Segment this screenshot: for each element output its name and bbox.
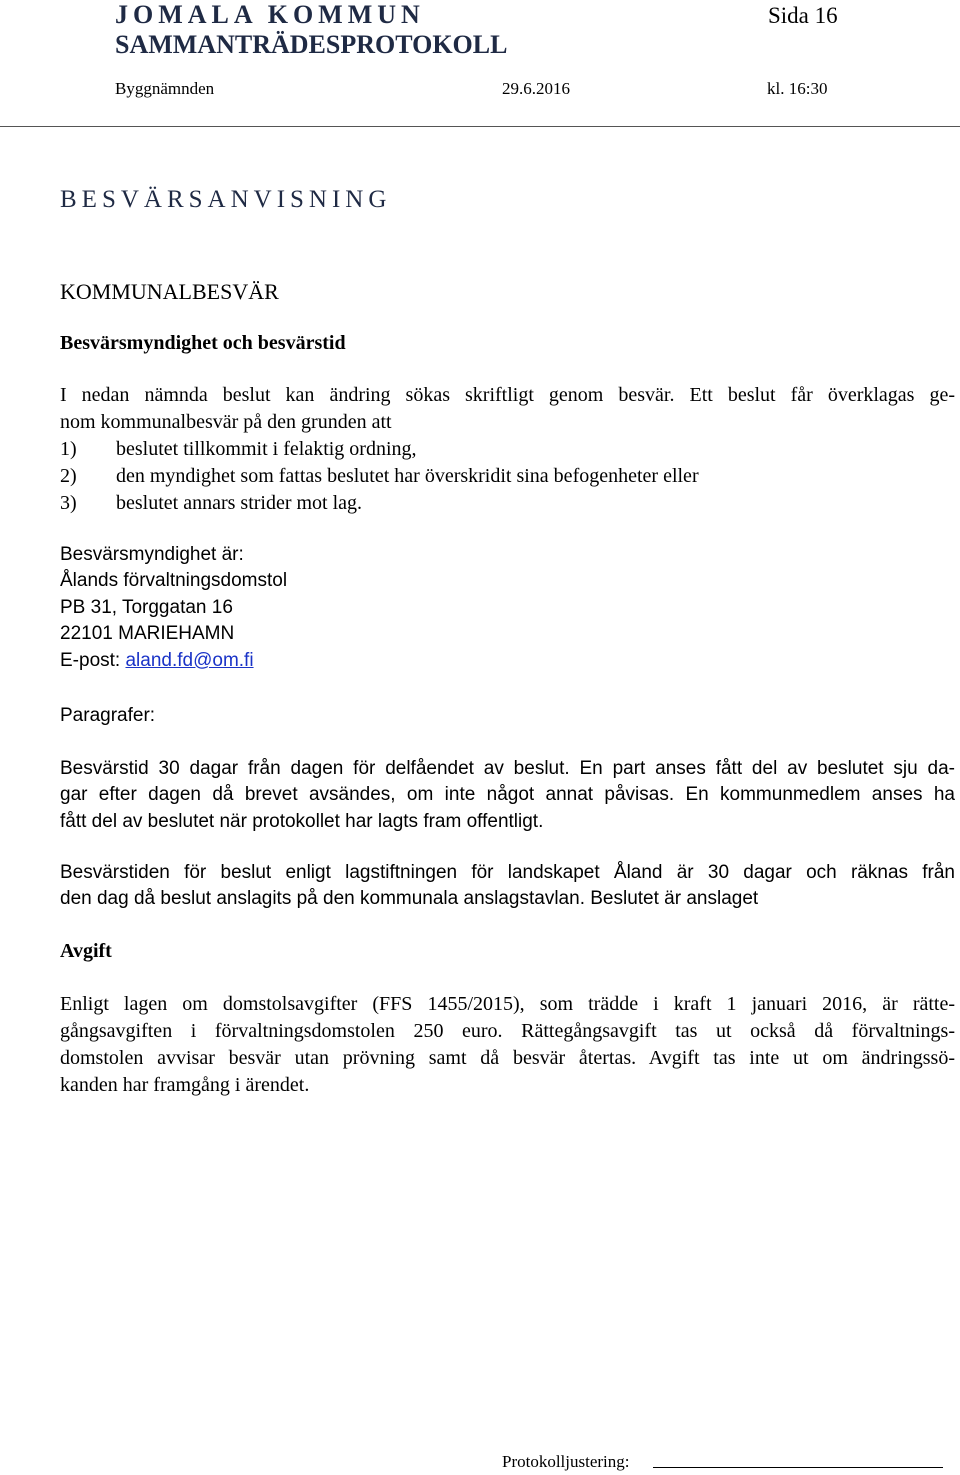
appeal-time-line: gar efter dagen då brevet avsändes, om inte något annat påvisas. En kommunmedlem anses ha (60, 784, 955, 805)
landskap-line: Besvärstiden för beslut enligt lagstiftningen för landskapet Åland är 30 dagar och räknas från (60, 862, 955, 883)
subsection-title: Besvärsmyndighet och besvärstid (60, 332, 346, 354)
section-title: KOMMUNALBESVÄR (60, 279, 279, 304)
intro-line: I nedan nämnda beslut kan ändring sökas skriftligt genom besvär. Ett beslut får överklagas ge- (60, 384, 955, 406)
fee-line: gångsavgiften i förvaltningsdomstolen 250 euro. Rättegångsavgift tas ut också då förvaltnings- (60, 1020, 955, 1042)
fee-line: Enligt lagen om domstolsavgifter (FFS 1455/2015), som trädde i kraft 1 januari 2016, är rätte- (60, 993, 955, 1015)
paragraphs-label: Paragrafer: (60, 705, 156, 726)
list-item (60, 436, 417, 463)
email-link[interactable]: aland.fd@om.fi (125, 650, 254, 671)
fee-line: kanden har framgång i ärendet. (60, 1074, 310, 1096)
fee-heading: Avgift (60, 940, 112, 962)
list-item-number: 2) (60, 465, 77, 487)
organization-name: JOMALA KOMMUN (115, 0, 425, 29)
committee-name: Byggnämnden (115, 79, 215, 98)
appeal-time-line: Besvärstid 30 dagar från dagen för delfåendet av beslut. En part anses fått del av beslutet sju da- (60, 758, 955, 779)
meeting-time: kl. 16:30 (767, 79, 828, 98)
list-item-text: beslutet tillkommit i felaktig ordning, (116, 438, 417, 460)
list-item (60, 490, 362, 517)
authority-label: Besvärsmyndighet är: (60, 544, 244, 565)
fee-line: domstolen avvisar besvär utan prövning samt då besvär återtas. Avgift tas inte ut om ändringssö- (60, 1047, 955, 1069)
list-item-text: den myndighet som fattas beslutet har överskridit sina befogenheter eller (116, 465, 699, 487)
protocol-verification-label: Protokolljustering: (502, 1452, 630, 1471)
meeting-date: 29.6.2016 (502, 79, 570, 98)
authority-address: PB 31, Torggatan 16 (60, 597, 233, 618)
list-item (60, 463, 699, 490)
authority-email (60, 648, 254, 674)
authority-postal: 22101 MARIEHAMN (60, 623, 235, 644)
header-divider (0, 126, 960, 127)
page-number: Sida 16 (768, 3, 838, 28)
document-heading: BESVÄRSANVISNING (60, 186, 392, 213)
list-item-number: 3) (60, 492, 77, 514)
list-item-text: beslutet annars strider mot lag. (116, 492, 363, 514)
protocol-title: SAMMANTRÄDESPROTOKOLL (115, 30, 508, 59)
authority-name: Ålands förvaltningsdomstol (60, 570, 288, 591)
email-label: E-post: (60, 650, 126, 671)
intro-line: nom kommunalbesvär på den grunden att (60, 411, 392, 433)
list-item-number: 1) (60, 438, 77, 460)
signature-line (653, 1467, 943, 1468)
appeal-time-line: fått del av beslutet när protokollet har lagts fram offentligt. (60, 811, 544, 832)
landskap-line: den dag då beslut anslagits på den kommunala anslagstavlan. Beslutet är anslaget (60, 888, 759, 909)
